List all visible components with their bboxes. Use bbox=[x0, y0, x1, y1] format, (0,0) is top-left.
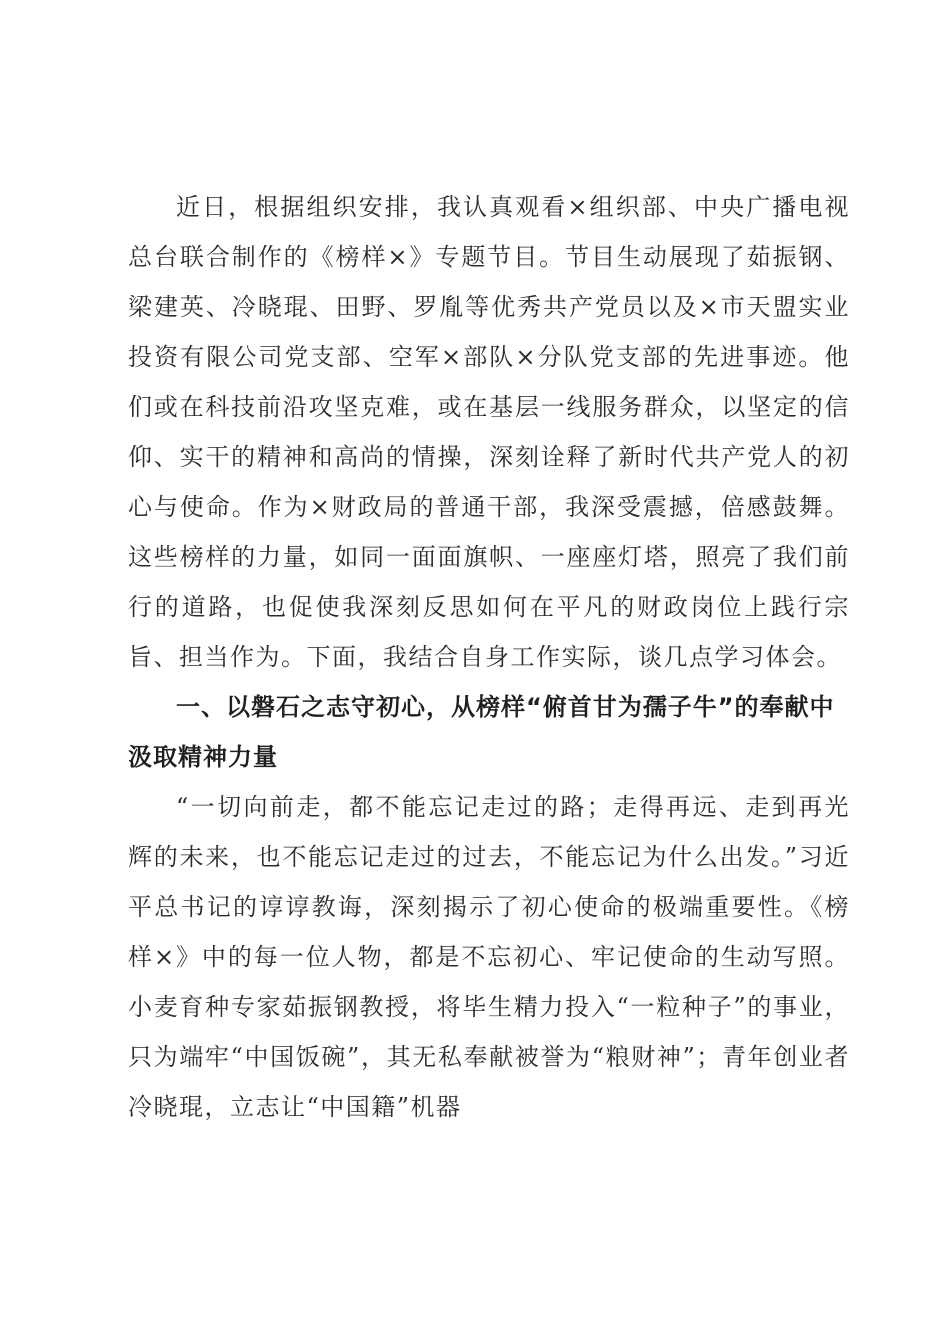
section-1-paragraph: “一切向前走，都不能忘记走过的路；走得再远、走到再光辉的未来，也不能忘记走过的过去，不能忘记为什么出发。”习近平总书记的谆谆教诲，深刻揭示了初心使命的极端重要性。《榜样×》中的每一位人物，都是不忘初心、牢记使命的生动写照。小麦育种专家茹振钢教授，将毕生精力投入“一粒种子”的事业，只为端牢“中国饭碗”，其无私奉献被誉为“粮财神”；青年创业者冷晓琨，立志让“中国籍”机器 bbox=[128, 793, 850, 1121]
section-heading-1: 一、以磐石之志守初心，从榜样“俯首甘为孺子牛”的奉献中汲取精神力量 bbox=[128, 693, 835, 771]
intro-paragraph: 近日，根据组织安排，我认真观看×组织部、中央广播电视总台联合制作的《榜样×》专题节目。节目生动展现了茹振钢、梁建英、冷晓琨、田野、罗胤等优秀共产党员以及×市天盟实业投资有限公司党支部、空军×部队×分队党支部的先进事迹。他们或在科技前沿攻坚克难，或在基层一线服务群众，以坚定的信仰、实干的精神和高尚的情操，深刻诠释了新时代共产党人的初心与使命。作为×财政局的普通干部，我深受震撼，倍感鼓舞。这些榜样的力量，如同一面面旗帜、一座座灯塔，照亮了我们前行的道路，也促使我深刻反思如何在平凡的财政岗位上践行宗旨、担当作为。下面，我结合自身工作实际，谈几点学习体会。 bbox=[128, 193, 850, 671]
document-body bbox=[128, 182, 850, 1132]
